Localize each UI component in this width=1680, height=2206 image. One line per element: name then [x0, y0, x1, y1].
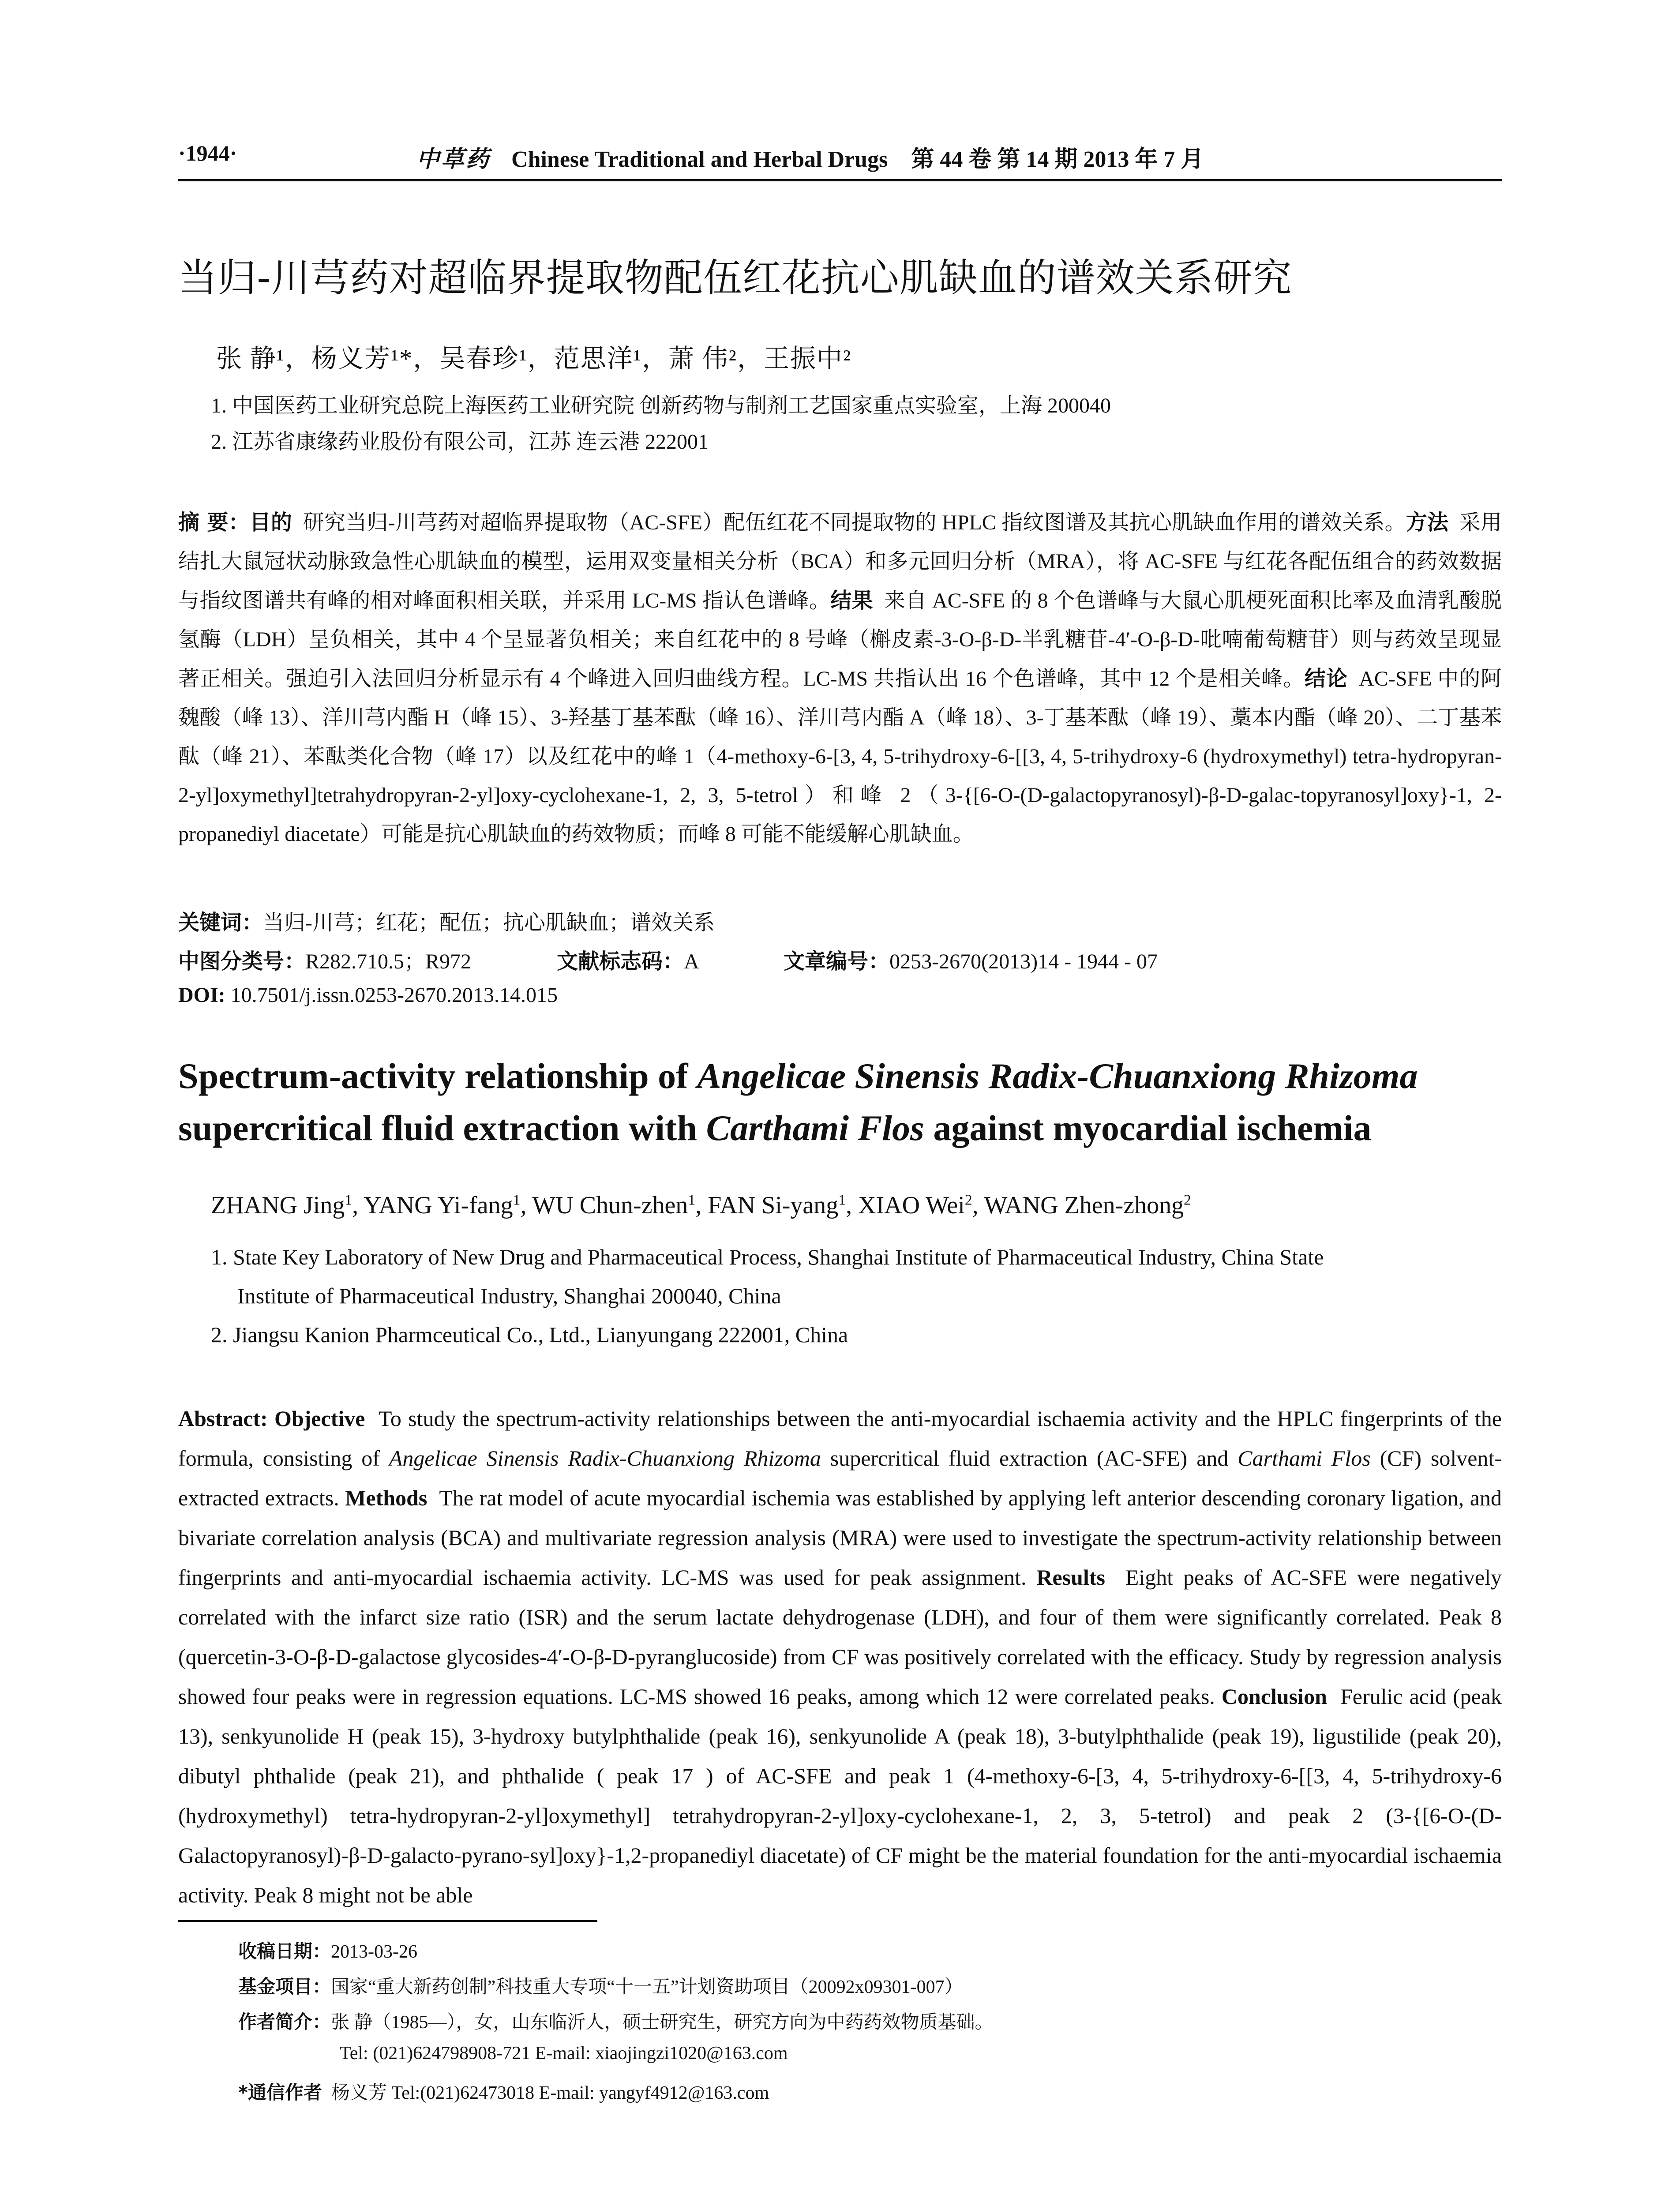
en-author-aff: 1: [513, 1192, 521, 1208]
en-affiliations: [211, 1238, 1504, 1354]
en-conclusion-text: Ferulic acid (peak 13), senkyunolide H (peak 15), 3-hydroxy butylphthalide (peak 16), senkyunolide A (peak 18), 3-butylphthalide (peak 19), ligustilide (peak 20), dibutyl phthalide (peak 21), and phthalide ( peak 17 ) of AC-SFE and peak 1 (4-methoxy-6-[3, 4, 5-trihydroxy-6-[[3, 4, 5-trihydroxy-6 (hydroxymethyl) tetra-hydropyran-2-yl]oxymethyl] tetrahydropyran-2-yl]oxy-cyclohexane-1, 2, 3, 5-tetrol) and peak 2 (3-{[6-O-(D-Galactopyranosyl)-β-D-galacto-pyrano-syl]oxy}-1,2-propanediyl diacetate) of CF might be the material foundation for the anti-myocardial ischaemia activity. Peak 8 might not be able: [178, 1684, 1502, 1907]
en-author: WANG Zhen-zhong: [984, 1192, 1184, 1219]
en-authors: ZHANG Jing$^1$, YANG Yi-fang$^1$, WU Chun-zhen$^1$, FAN Si-yang$^1$, XIAO Wei$^2$, WANG Zhen-zhong$^2$: [211, 1192, 1191, 1219]
cn-authors: 张 静¹，杨义芳¹*，吴春珍¹，范思洋¹，萧 伟²，王振中²: [216, 344, 852, 373]
bio-value: 张 静（1985—），女，山东临沂人，硕士研究生，研究方向为中药药效物质基础。: [331, 2012, 994, 2033]
en-author: FAN Si-yang: [708, 1192, 839, 1219]
cn-abstract: [178, 503, 1502, 854]
en-title-italic1: Angelicae Sinensis Radix-Chuanxiong Rhizoma: [697, 1056, 1418, 1096]
en-author-aff: 1: [345, 1192, 352, 1208]
fund-value: 国家“重大新药创制”科技重大专项“十一五”计划资助项目（20092x09301-007）: [331, 1977, 963, 1997]
journal-line: [416, 140, 1204, 173]
en-author: WU Chun-zhen: [532, 1192, 688, 1219]
header-rule: [178, 179, 1502, 181]
cn-objective-text: 研究当归-川芎药对超临界提取物（AC-SFE）配伍红花不同提取物的 HPLC 指纹图谱及其抗心肌缺血作用的谱效关系。: [303, 511, 1406, 534]
cn-conclusion-text: AC-SFE 中的阿魏酸（峰 13）、洋川芎内酯 H（峰 15）、3-羟基丁基苯酞（峰 16）、洋川芎内酯 A（峰 18）、3-丁基苯酞（峰 19）、藁本内酯（峰 20）、二丁基苯酞（峰 21）、苯酞类化合物（峰 17）以及红花中的峰 1（4-methoxy-6-[3, 4, 5-trihydroxy-6-[[3, 4, 5-trihydroxy-6 (hydroxymethyl) tetra-hydropyran-2-yl]oxymethyl]tetrahydropyran-2-yl]oxy-cyclohexane-1, 2, 3, 5-tetrol）和峰 2（3-{[6-O-(D-galactopyranosyl)-β-D-galac-topyranosyl]oxy}-1, 2-propanediyl diacetate）可能是抗心肌缺血的药效物质；而峰 8 可能不能缓解心肌缺血。: [178, 667, 1502, 846]
article-no-label: 文章编号：: [784, 949, 890, 974]
en-objective-text: supercritical fluid extraction (AC-SFE) and: [821, 1446, 1238, 1471]
footnote-received: [238, 1937, 417, 1963]
clc-value: R282.710.5；R972: [305, 950, 472, 973]
cn-abstract-label: 摘 要：: [178, 510, 250, 535]
doi-line: [178, 983, 558, 1007]
journal-issue: 第 44 卷 第 14 期 2013 年 7 月: [911, 147, 1204, 172]
cn-conclusion-label: 结论: [1304, 666, 1348, 691]
en-affiliation-1a: 1. State Key Laboratory of New Drug and Pharmaceutical Process, Shanghai Institute of Pharmaceutical Industry, China State: [211, 1245, 1324, 1269]
en-abstract-label: Abstract:: [178, 1406, 268, 1431]
doi-value: 10.7501/j.issn.0253-2670.2013.14.015: [230, 983, 558, 1007]
cn-methods-text: 采用结扎大鼠冠状动脉致急性心肌缺血的模型，运用双变量相关分析（BCA）和多元回归分析（MRA），将 AC-SFE 与红花各配伍组合的药效数据与指纹图谱共有峰的相对峰面积相关联，并采用 LC-MS 指认色谱峰。: [178, 511, 1502, 612]
cn-results-text: 来自 AC-SFE 的 8 个色谱峰与大鼠心肌梗死面积比率及血清乳酸脱氢酶（LDH）呈负相关，其中 4 个呈显著负相关；来自红花中的 8 号峰（槲皮素-3-O-β-D-半乳糖苷-4′-O-β-D-吡喃葡萄糖苷）则与药效呈现显著正相关。强迫引入法回归分析显示有 4 个峰进入回归曲线方程。LC-MS 共指认出 16 个色谱峰，其中 12 个是相关峰。: [178, 589, 1502, 690]
corr-value: 杨义芳 Tel:(021)62473018 E-mail: yangyf4912@163.com: [331, 2083, 769, 2103]
en-objective-label: Objective: [274, 1406, 365, 1431]
en-methods-text: The rat model of acute myocardial ischemia was established by applying left anterior descending coronary ligation, and bivariate correlation analysis (BCA) and multivariate regression analysis (MRA) were used to investigate the spectrum-activity relationship between fingerprints and anti-myocardial ischaemia activity. LC-MS was used for peak assignment.: [178, 1486, 1502, 1590]
en-abstract: [178, 1399, 1502, 1915]
en-author-aff: 1: [688, 1192, 696, 1208]
en-objective-italic: Angelicae Sinensis Radix-Chuanxiong Rhizoma: [389, 1446, 821, 1471]
clc-label: 中图分类号：: [178, 949, 306, 974]
cn-affiliation-2: 2. 江苏省康缘药业股份有限公司，江苏 连云港 222001: [211, 430, 709, 454]
en-results-text: Eight peaks of AC-SFE were negatively correlated with the infarct size ratio (ISR) and the serum lactate dehydrogenase (LDH), and four of them were significantly correlated. Peak 8 (quercetin-3-O-β-D-galactose glycosides-4′-O-β-D-pyranglucoside) from CF was positively correlated with the efficacy. Study by regression analysis showed four peaks were in regression equations. LC-MS showed 16 peaks, among which 12 were correlated peaks.: [178, 1565, 1502, 1709]
cn-title: 当归-川芎药对超临界提取物配伍红花抗心肌缺血的谱效关系研究: [178, 255, 1292, 300]
en-author: ZHANG Jing: [211, 1192, 345, 1219]
en-affiliation-1b: Institute of Pharmaceutical Industry, Shanghai 200040, China: [237, 1283, 781, 1308]
en-author: YANG Yi-fang: [364, 1192, 513, 1219]
footnote-fund: [238, 1972, 963, 1999]
corr-label: *通信作者: [238, 2082, 322, 2103]
en-title-italic2: Carthami Flos: [706, 1108, 924, 1148]
cn-results-label: 结果: [830, 588, 874, 613]
en-objective-text: To study the spectrum-activity relationships between the anti-myocardial ischaemia activity and the HPLC fingerprints of the formula, consisting of: [178, 1406, 1502, 1471]
cn-affiliation-1: 1. 中国医药工业研究总院上海医药工业研究院 创新药物与制剂工艺国家重点实验室，上海 200040: [211, 394, 1111, 417]
en-author-aff: 2: [1184, 1192, 1191, 1208]
en-results-label: Results: [1036, 1565, 1105, 1590]
journal-cn-name: 中草药: [416, 146, 491, 173]
doi-label: DOI:: [178, 983, 225, 1007]
running-header: [178, 140, 1502, 180]
article-no-value: 0253-2670(2013)14 - 1944 - 07: [889, 950, 1158, 973]
en-methods-label: Methods: [345, 1486, 428, 1510]
bio-label: 作者简介：: [238, 2011, 331, 2033]
en-objective-text: (CF) solvent-extracted extracts.: [178, 1446, 1502, 1510]
doc-code-label: 文献标志码：: [557, 949, 684, 974]
en-author: XIAO Wei: [858, 1192, 965, 1219]
received-label: 收稿日期：: [238, 1940, 331, 1962]
page-number: ·1944·: [178, 141, 237, 165]
footnote-bio-contact: Tel: (021)624798908-721 E-mail: xiaojingzi1020@163.com: [340, 2043, 788, 2063]
en-affiliation-2: 2. Jiangsu Kanion Pharmceutical Co., Ltd., Lianyungang 222001, China: [211, 1322, 848, 1347]
en-author-aff: 2: [964, 1192, 972, 1208]
classification-line: [178, 944, 1158, 975]
en-objective-italic: Carthami Flos: [1238, 1446, 1371, 1471]
en-conclusion-label: Conclusion: [1221, 1684, 1327, 1709]
footnote-rule: [178, 1920, 597, 1922]
keywords-text: 当归-川芎；红花；配伍；抗心肌缺血；谱效关系: [263, 911, 715, 934]
en-title: [178, 1050, 1524, 1154]
cn-objective-label: 目的: [249, 510, 292, 535]
en-author-aff: 1: [838, 1192, 846, 1208]
received-value: 2013-03-26: [331, 1942, 417, 1962]
en-title-part2: supercritical fluid extraction with: [178, 1108, 706, 1148]
keywords-line: [178, 905, 715, 936]
footnote-bio: [238, 2007, 994, 2034]
footnote-corresponding: [238, 2078, 769, 2105]
fund-label: 基金项目：: [238, 1976, 331, 1997]
keywords-label: 关键词：: [178, 910, 263, 935]
journal-en-name: Chinese Traditional and Herbal Drugs: [511, 147, 888, 172]
en-title-part1: Spectrum-activity relationship of: [178, 1056, 697, 1096]
en-title-part3: against myocardial ischemia: [924, 1108, 1372, 1148]
doc-code-value: A: [684, 950, 698, 973]
cn-methods-label: 方法: [1406, 510, 1449, 535]
